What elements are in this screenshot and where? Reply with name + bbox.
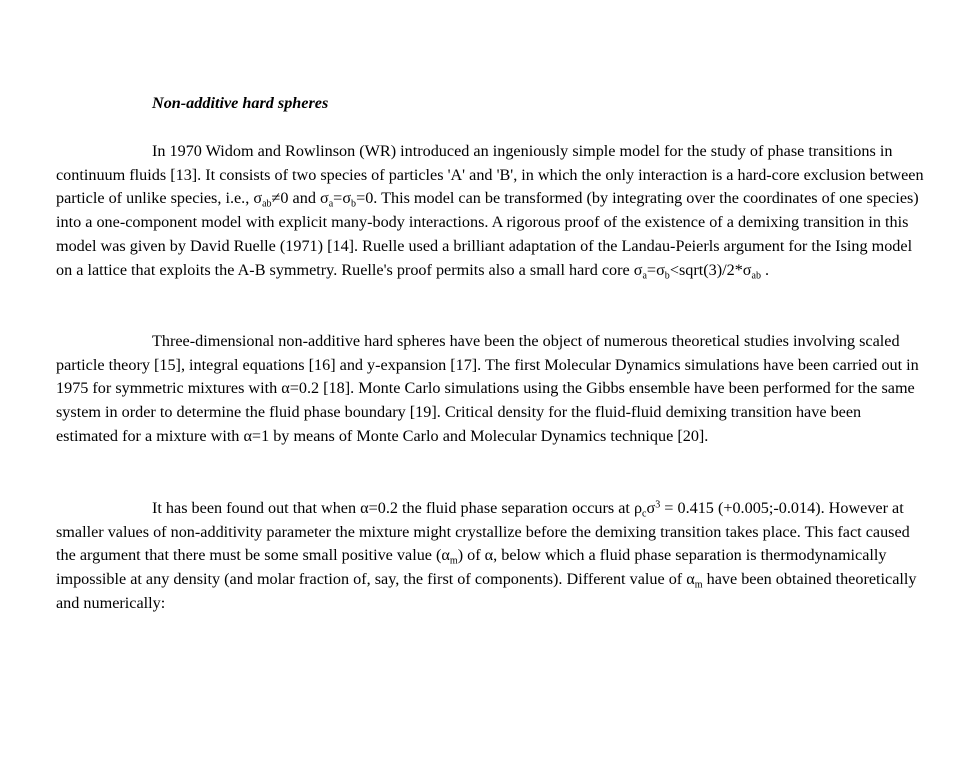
subscript-a: a (642, 270, 647, 282)
symbol-sigma: σ (656, 260, 665, 279)
p3-text-1: It has been found out that when α=0.2 the fluid phase separation occurs at (152, 499, 634, 517)
p1-text-1: In 1970 Widom and Rowlinson (WR) introduced an ingeniously simple model for the study of phase transitions in continuum fluids [13]. It consists of two species of particles 'A' and 'B', in which the only interaction is a hard-core exclusion between particle of unlike species, i.e., (56, 142, 924, 208)
paragraph-phase-separation (56, 497, 926, 616)
symbol-sigma: σ (742, 260, 752, 279)
symbol-alpha: α (686, 570, 695, 589)
p3-text-2: = 0.415 (+0.005;-0.014). However at smaller values of non-additivity parameter the mixture might crystallize before the demixing transition takes place. This fact caused the argument that there must be some small positive value ( (56, 499, 910, 565)
equals-sign: = (646, 260, 657, 279)
subscript-m: m (694, 579, 703, 591)
p1-neq-zero: ≠0 and (271, 189, 320, 208)
symbol-sigma: σ (342, 189, 352, 208)
sqrt-expression: <sqrt(3)/2* (669, 260, 743, 279)
section-title: Non-additive hard spheres (152, 94, 329, 112)
subscript-m: m (449, 555, 458, 567)
superscript-3: 3 (655, 499, 661, 511)
p3-text-3: ) of α, below which a fluid phase separation is thermodynamically impossible at any density (and molar fraction of, say, the first of components). Different value of (56, 546, 887, 589)
equals-sign: = (333, 189, 343, 208)
symbol-rho: ρ (633, 499, 643, 517)
symbol-sigma: σ (319, 189, 329, 208)
symbol-sigma: σ (633, 260, 643, 279)
paragraph-three-dimensional: Three-dimensional non-additive hard spheres have been the object of numerous theoretical studies involving scaled particle theory [15], integral equations [16] and y-expansion [17]. The first Molecular Dynamics simulations have been carried out in 1975 for symmetric mixtures with α=0.2 [18]. Monte Carlo simulations using the Gibbs ensemble have been performed for the same system in order to determine the fluid phase boundary [19]. Critical density for the fluid-fluid demixing transition have been estimated for a mixture with α=1 by means of Monte Carlo and Molecular Dynamics technique [20]. (56, 332, 919, 445)
subscript-a: a (328, 198, 334, 210)
subscript-b: b (664, 270, 670, 282)
symbol-alpha: α (441, 546, 450, 565)
subscript-ab: ab (262, 198, 272, 210)
p1-end: . (761, 260, 770, 279)
paragraph-widom-rowlinson (56, 140, 926, 282)
symbol-sigma: σ (253, 189, 263, 208)
symbol-sigma: σ (646, 499, 656, 517)
subscript-ab: ab (751, 270, 761, 282)
subscript-c: c (642, 508, 647, 520)
p3-text-4: have been obtained theoretically and numerically: (56, 570, 917, 612)
subscript-b: b (351, 198, 357, 210)
p1-text-2: =0. This model can be transformed (by integrating over the coordinates of one species) into a one-component model with explicit many-body interactions. A rigorous proof of the existence of a demixing transition in this model was given by David Ruelle (1971) [14]. Ruelle used a brilliant adaptation of the Landau-Peierls argument for the Ising model on a lattice that exploits the A-B symmetry. Ruelle's proof permits also a small hard core (56, 189, 919, 279)
